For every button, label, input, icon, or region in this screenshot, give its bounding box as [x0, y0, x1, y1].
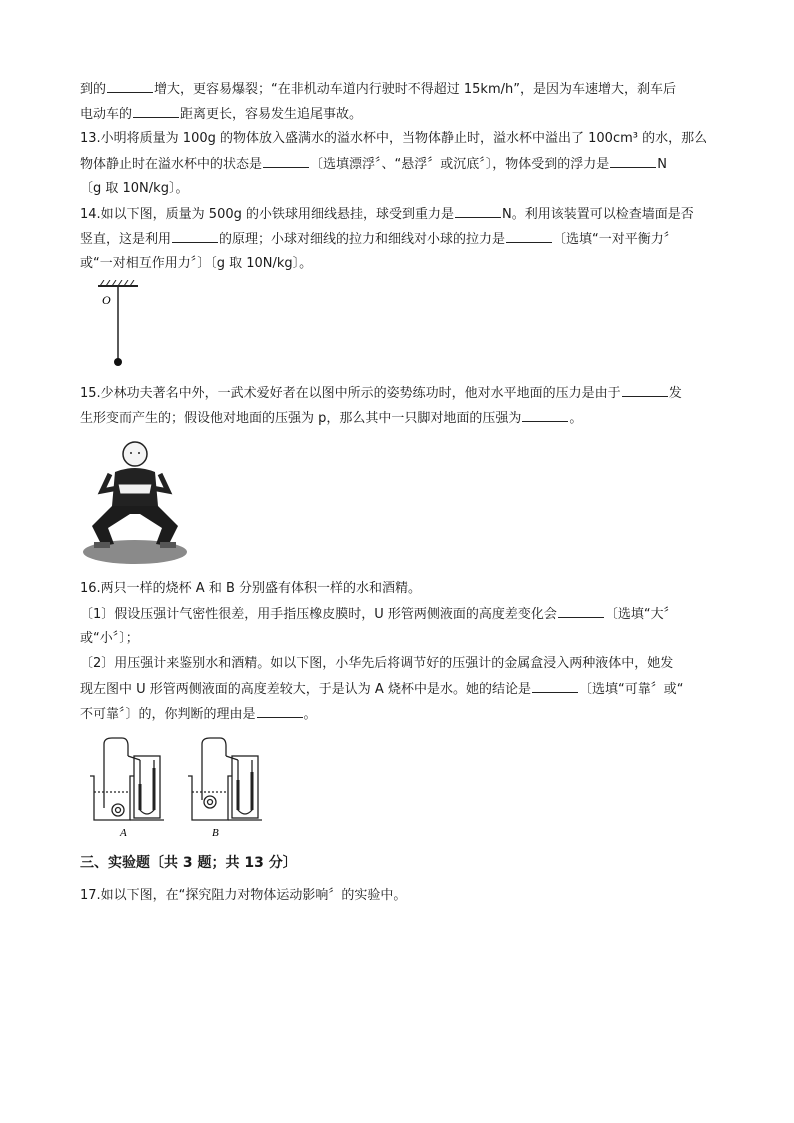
answer-blank[interactable]	[257, 705, 303, 718]
q17-line-1: 17.如以下图，在“探究阻力对物体运动影响〞的实验中。	[80, 888, 407, 903]
q16-part1-line-1: 〔1〕假设压强计气密性很差，用手指压橡皮膜时，U 形管两侧液面的高度差变化会 〔选填“大〞	[80, 607, 677, 622]
answer-blank[interactable]	[107, 80, 153, 93]
answer-blank[interactable]	[172, 230, 218, 243]
q14-line-2: 竖直，这是利用 的原理；小球对细线的拉力和细线对小球的拉力是 〔选填“一对平衡力〞	[80, 232, 677, 247]
answer-blank[interactable]	[455, 205, 501, 218]
section-heading: 三、实验题〔共 3 题；共 13 分〕	[80, 855, 297, 871]
q16-part2-line-3: 不可靠〞〕的，你判断的理由是 。	[80, 707, 317, 722]
answer-blank[interactable]	[263, 155, 309, 168]
q16-intro: 16.两只一样的烧杯 A 和 B 分别盛有体积一样的水和酒精。	[80, 581, 422, 596]
answer-blank[interactable]	[622, 384, 668, 397]
q13-line-2: 物体静止时在溢水杯中的状态是 〔选填漂浮〞、“悬浮〞或沉底〞〕，物体受到的浮力是 N	[80, 157, 667, 172]
answer-blank[interactable]	[506, 230, 552, 243]
setup-b	[188, 738, 262, 820]
answer-blank[interactable]	[610, 155, 656, 168]
q16-part2-line-2: 现左图中 U 形管两侧液面的高度差较大，于是认为 A 烧杯中是水。她的结论是 〔选填“可靠〞或“	[80, 682, 684, 697]
q16-part1-line-2: 或“小〞〕；	[80, 631, 139, 646]
pivot-label: O	[102, 293, 111, 307]
label-a: A	[120, 827, 127, 838]
q15-line-2: 生形变而产生的；假设他对地面的压强为 p，那么其中一只脚对地面的压强为 。	[80, 411, 583, 426]
q13-line-1: 13.小明将质量为 100g 的物体放入盛满水的溢水杯中，当物体静止时，溢水杯中溢出了 100cm³ 的水，那么	[80, 131, 708, 146]
q13-line-3: 〔g 取 10N/kg〕。	[80, 181, 189, 196]
answer-blank[interactable]	[532, 680, 578, 693]
answer-blank[interactable]	[558, 605, 604, 618]
q14-line-1: 14.如以下图，质量为 500g 的小铁球用细线悬挂，球受到重力是 N。利用该装置可以检查墙面是否	[80, 207, 694, 222]
setup-a	[90, 738, 164, 820]
label-b: B	[212, 827, 219, 838]
q12-line-1: 到的 增大，更容易爆裂；“在非机动车道内行驶时不得超过 15km/h”，是因为车速增大，刹车后	[80, 82, 676, 97]
q15-line-1: 15.少林功夫著名中外，一武术爱好者在以图中所示的姿势练功时，他对水平地面的压力是由于 发	[80, 386, 682, 401]
pendulum-figure	[80, 280, 160, 370]
answer-blank[interactable]	[522, 409, 568, 422]
manometer-figure	[84, 736, 284, 838]
martial-artist-figure	[80, 436, 190, 568]
q16-part2-line-1: 〔2〕用压强计来鉴别水和酒精。如以下图，小华先后将调节好的压强计的金属盒浸入两种液体中，她发	[80, 656, 674, 671]
q14-line-3: 或“一对相互作用力〞〕〔g 取 10N/kg〕。	[80, 256, 313, 271]
answer-blank[interactable]	[133, 105, 179, 118]
q12-line-2: 电动车的 距离更长，容易发生追尾事故。	[80, 107, 363, 122]
